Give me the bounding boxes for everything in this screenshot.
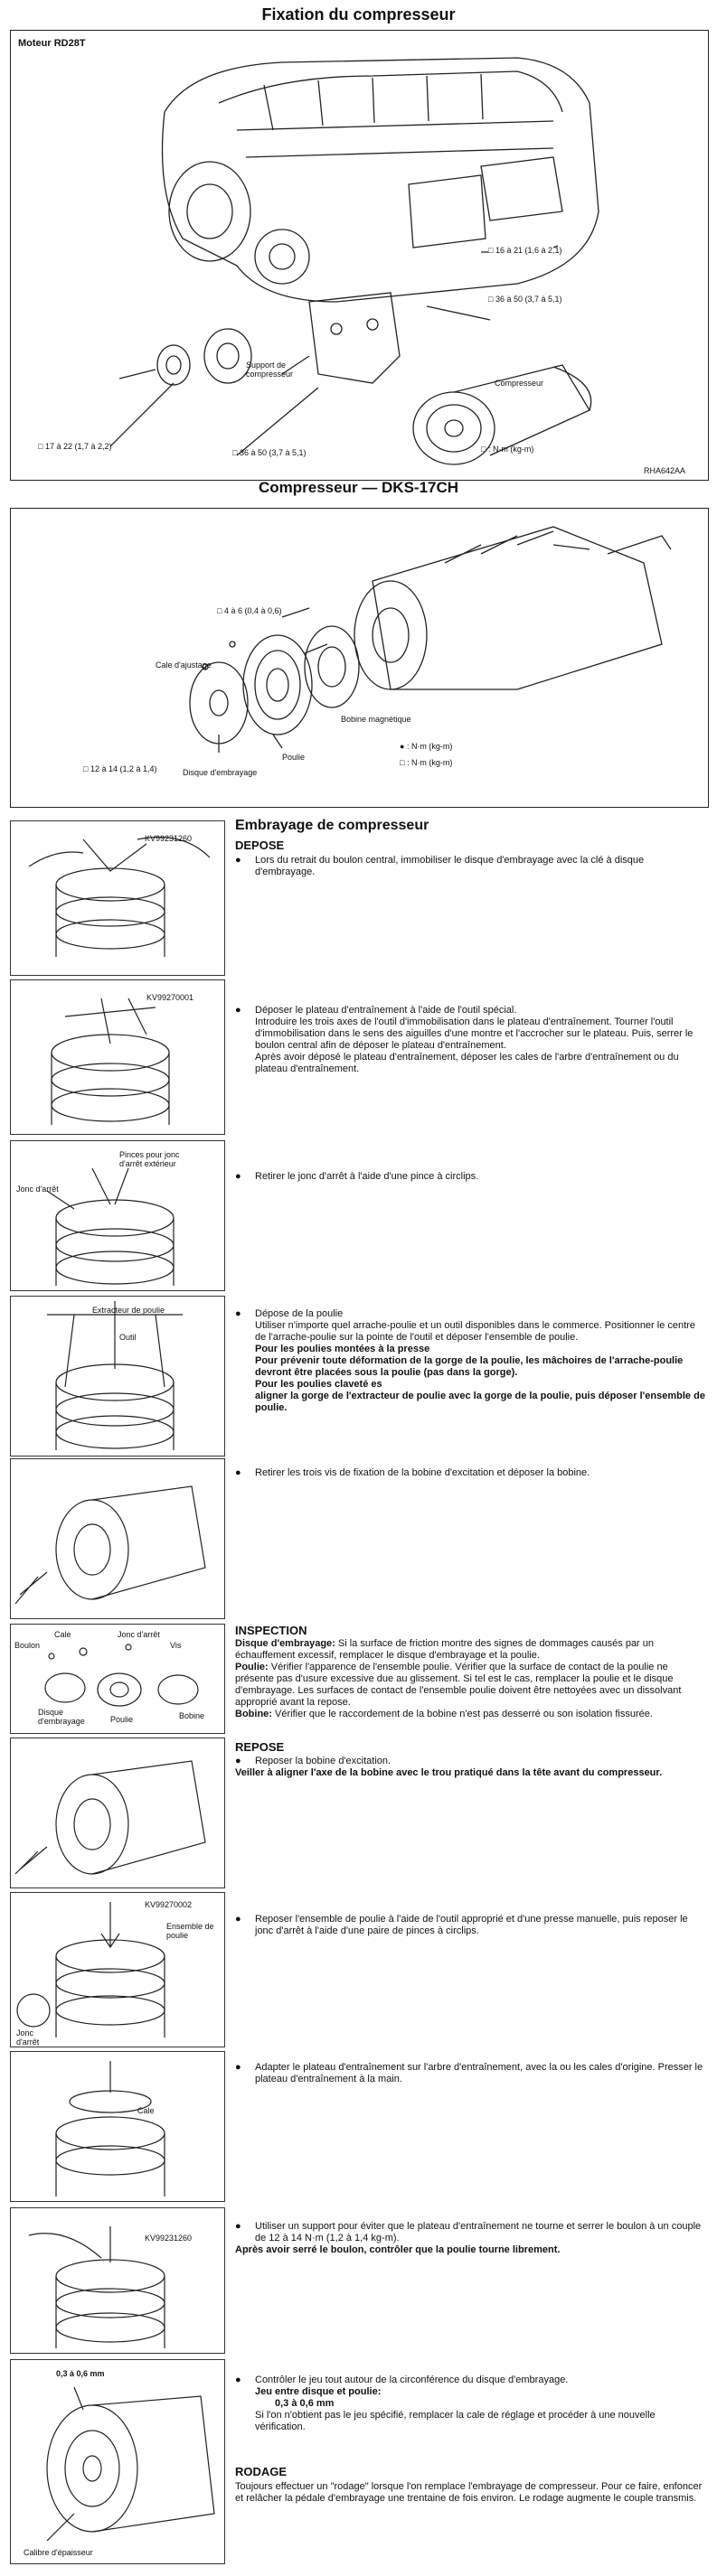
repose-2 <box>235 1914 705 1937</box>
torque-4-6-text: 4 à 6 (0,4 à 0,6) <box>223 606 282 615</box>
repose-3 <box>235 2062 705 2085</box>
step4f-text: aligner la gorge de l'extracteur de poulie avec la gorge de la poulie, puis déposer l'ensemble de poulie. <box>255 1391 705 1413</box>
rodage-text: Toujours effectuer un "rodage" lorsque l'on remplace l'embrayage de compresseur. Pour ce faire, enfoncer et relâcher la pédale d'embrayage une trentaine de fois environ. Le rodage augmente le couple transmis. <box>235 2481 703 2504</box>
fig3-pliers: Pinces pour jonc d'arrêt extérieur <box>119 1150 180 1168</box>
bullet: ● <box>235 1005 241 1016</box>
disc-label: Disque d'embrayage <box>183 768 258 777</box>
fig6-disque: Disque d'embrayage <box>38 1708 85 1726</box>
figure-repose1 <box>10 1738 225 1888</box>
insp1-text: Si la surface de friction montre des signes de dommages causés par un échauffement excessif, remplacer le disque d'embrayage et la poulie. <box>235 1638 655 1661</box>
inspection-text <box>235 1638 705 1720</box>
legend1: ● : N·m (kg-m) <box>400 742 453 751</box>
figure-repose5 <box>10 2359 225 2564</box>
fig6-vis: Vis <box>170 1641 182 1650</box>
bullet: ● <box>235 1171 241 1182</box>
page-title-dks: Compresseur — DKS-17CH <box>258 479 459 496</box>
heading-repose: REPOSE <box>235 1740 285 1754</box>
step-1 <box>235 855 705 878</box>
step2b-text: Introduire les trois axes de l'outil d'immobilisation dans le plateau d'entraînement. Tourner l'outil d'immobilisation dans le sens des aiguilles d'une montre et l'accrocher sur le plateau. Puis, serrer le boulon central afin de déposer le plateau d'entraînement. <box>255 1016 693 1051</box>
legend2-text: : N·m (kg-m) <box>406 758 453 767</box>
torque-36-50b: □ 36 à 50 (3,7 à 5,1) <box>232 448 307 457</box>
torque-12-14-text: 12 à 14 (1,2 à 1,4) <box>90 764 157 773</box>
rep5b-text: Jeu entre disque et poulie: <box>255 2386 382 2397</box>
step-4 <box>235 1308 705 1414</box>
repose-4 <box>235 2221 705 2256</box>
repose4-drawing <box>11 2208 224 2353</box>
figure-step3 <box>10 1140 225 1291</box>
figure-inspection <box>10 1624 225 1734</box>
heading-rodage: RODAGE <box>235 2465 288 2478</box>
compressor-label: Compresseur <box>495 379 544 388</box>
step1-text: Lors du retrait du boulon central, immobiliser le disque d'embrayage avec la clé à disque d'embrayage. <box>255 855 645 877</box>
rep4b-text: Après avoir serré le boulon, contrôler que la poulie tourne librement. <box>235 2244 561 2255</box>
bullet: ● <box>235 1467 241 1478</box>
fig3-ring: Jonc d'arrêt <box>16 1185 59 1194</box>
step4a-text: Dépose de la poulie <box>255 1308 344 1319</box>
ref-code: RHA642AA <box>644 466 686 475</box>
repose-1 <box>235 1756 705 1779</box>
figure-repose4 <box>10 2207 225 2354</box>
rep5c-text: 0,3 à 0,6 mm <box>275 2398 335 2409</box>
step4c-text: Pour les poulies montées à la presse <box>255 1344 430 1354</box>
step4b-text: Utiliser n'importe quel arrache-poulie et un outil disponibles dans le commerce. Positionner le centre de l'arrache-poulie sur la pointe de l'outil et déposer l'ensemble de poulie. <box>255 1320 695 1343</box>
step2-drawing <box>11 980 224 1134</box>
fig6-jonc: Jonc d'arrêt <box>118 1630 160 1639</box>
repose3-drawing <box>11 2052 224 2201</box>
legend2: □ : N·m (kg-m) <box>400 758 453 767</box>
torque-16-21-text: 16 à 21 (1,6 à 2,1) <box>495 246 562 255</box>
bullet: ● <box>235 2221 241 2232</box>
page-title-fixation: Fixation du compresseur <box>261 5 456 23</box>
step4e-text: Pour les poulies claveté es <box>255 1379 382 1390</box>
insp2-title: Poulie: <box>235 1662 269 1672</box>
torque-4-6: □ 4 à 6 (0,4 à 0,6) <box>217 606 282 615</box>
rep2-text: Reposer l'ensemble de poulie à l'aide de l'outil approprié et d'une presse manuelle, puis reposer le jonc d'arrêt à l'aide d'une paire de pinces à circlips. <box>255 1914 688 1936</box>
fig11-gap: 0,3 à 0,6 mm <box>56 2369 105 2378</box>
figure-step1 <box>10 820 225 976</box>
pulley-label: Poulie <box>282 753 306 762</box>
fig2-tool: KV99270001 <box>146 993 194 1002</box>
insp3-title: Bobine: <box>235 1709 272 1719</box>
support-label: Support de compresseur <box>246 361 294 379</box>
fig6-bobine: Bobine <box>179 1711 205 1720</box>
legend-unit-text: : N·m (kg-m) <box>487 445 534 454</box>
fig8-tool: KV99270002 <box>145 1900 193 1909</box>
bullet: ● <box>235 1308 241 1319</box>
rep5d-text: Si l'on n'obtient pas le jeu spécifié, remplacer la cale de réglage et procéder à une nouvelle vérification. <box>255 2410 656 2432</box>
step2a-text: Déposer le plateau d'entraînement à l'aide de l'outil spécial. <box>255 1005 517 1016</box>
fig4-tool: Outil <box>119 1333 137 1342</box>
fig8-assy: Ensemble de poulie <box>166 1922 214 1940</box>
figure-step4 <box>10 1296 225 1457</box>
step2c-text: Après avoir déposé le plateau d'entraînement, déposer les cales de l'arbre d'entraînement ou du plateau d'entraînement. <box>255 1052 679 1074</box>
fig10-tool: KV99231260 <box>145 2234 193 2243</box>
figure-repose3 <box>10 2051 225 2202</box>
insp1-title: Disque d'embrayage: <box>235 1638 335 1649</box>
repose1-drawing <box>11 1738 224 1888</box>
fig1-tool: KV99231260 <box>145 834 193 843</box>
torque-17-22: □ 17 à 22 (1,7 à 2,2) <box>38 442 112 451</box>
fig6-cale: Cale <box>54 1630 71 1639</box>
insp3-text: Vérifier que le raccordement de la bobine n'est pas desserré ou son isolation fissurée. <box>271 1709 653 1719</box>
fig6-poulie: Poulie <box>110 1715 134 1724</box>
torque-36-50b-text: 36 à 50 (3,7 à 5,1) <box>239 448 307 457</box>
engine-label: Moteur RD28T <box>18 38 86 49</box>
figure-step2 <box>10 979 225 1135</box>
bullet: ● <box>235 1914 241 1925</box>
fig9-cale: Cale <box>137 2106 155 2115</box>
repose-5 <box>235 2375 705 2433</box>
fig11-gauge: Calibre d'épaisseur <box>24 2548 93 2557</box>
shim-label: Cale d'ajustage <box>156 660 212 670</box>
rep1-text: Reposer la bobine d'excitation. <box>255 1756 392 1766</box>
insp2-text: Vérifier l'apparence de l'ensemble poulie. Vérifier que la surface de contact de la poulie ne présente pas d'usure excessive due au glissement. Si tel est le cas, remplacer la poulie et le disque d'embrayage. Les surfaces de contact de l'ensemble poulie doivent être nettoyées avec un dissolvant approprié avant la repose. <box>235 1662 682 1708</box>
bullet: ● <box>235 1756 241 1766</box>
bullet: ● <box>235 855 241 866</box>
figure-step5 <box>10 1458 225 1619</box>
repose5-drawing <box>11 2360 224 2563</box>
step-5 <box>235 1467 705 1479</box>
rep3-text: Adapter le plateau d'entraînement sur l'arbre d'entraînement, avec la ou les cales d'origine. Presser le plateau d'entraînement à la main. <box>255 2062 703 2084</box>
section-title-embrayage: Embrayage de compresseur <box>235 818 429 833</box>
rep5-text: Contrôler le jeu tout autour de la circonférence du disque d'embrayage. <box>255 2375 569 2385</box>
exploded-drawing <box>11 509 706 805</box>
fig8-ring: Jonc d'arrêt <box>16 2028 40 2047</box>
figure-repose2 <box>10 1892 225 2047</box>
step4-drawing <box>11 1297 224 1456</box>
step5-drawing <box>11 1459 224 1618</box>
step-3 <box>235 1171 705 1183</box>
torque-16-21: □ 16 à 21 (1,6 à 2,1) <box>488 246 562 255</box>
heading-depose: DEPOSE <box>235 838 285 852</box>
torque-12-14: □ 12 à 14 (1,2 à 1,4) <box>83 764 157 773</box>
torque-36-50: □ 36 à 50 (3,7 à 5,1) <box>488 295 562 304</box>
figure-compressor-exploded <box>10 508 709 808</box>
step3-text: Retirer le jonc d'arrêt à l'aide d'une pince à circlips. <box>255 1171 479 1182</box>
rep4-text: Utiliser un support pour éviter que le plateau d'entraînement ne tourne et serrer le boulon à un couple de 12 à 14 N·m (1,2 à 1,4 kg-m). <box>255 2221 702 2243</box>
coil-label: Bobine magnétique <box>341 715 411 724</box>
bullet: ● <box>235 2375 241 2385</box>
torque-36-50-text: 36 à 50 (3,7 à 5,1) <box>495 295 562 304</box>
figure-compressor-mounting <box>10 30 709 481</box>
step-2 <box>235 1005 705 1075</box>
bullet: ● <box>235 2062 241 2073</box>
fig4-puller: Extracteur de poulie <box>92 1306 165 1315</box>
engine-drawing <box>11 31 706 478</box>
torque-17-22-text: 17 à 22 (1,7 à 2,2) <box>44 442 112 451</box>
repose2-drawing <box>11 1893 224 2047</box>
legend1-text: : N·m (kg-m) <box>406 742 453 751</box>
step4d-text: Pour prévenir toute déformation de la gorge de la poulie, les mâchoires de l'arrache-poulie devront être placées sous la poulie (pas dans la gorge). <box>255 1355 684 1378</box>
heading-inspection: INSPECTION <box>235 1624 307 1637</box>
step1-drawing <box>11 821 224 975</box>
rep1b-text: Veiller à aligner l'axe de la bobine avec le trou pratiqué dans la tête avant du compresseur. <box>235 1767 663 1778</box>
fig6-boulon: Boulon <box>14 1641 41 1650</box>
legend-unit: □ : N·m (kg-m) <box>481 445 534 454</box>
step5-text: Retirer les trois vis de fixation de la bobine d'excitation et déposer la bobine. <box>255 1467 590 1478</box>
